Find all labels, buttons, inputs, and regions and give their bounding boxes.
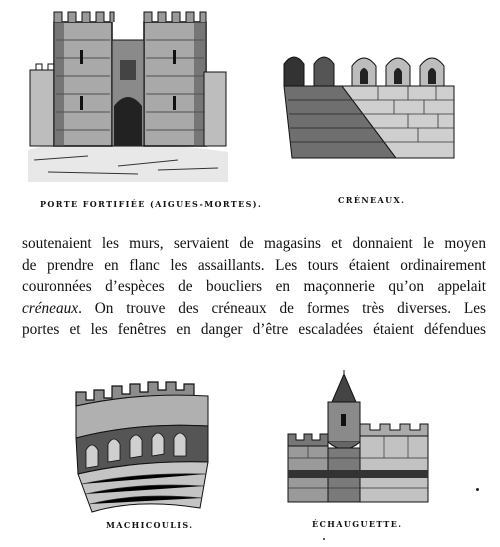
body-paragraph: [22, 233, 486, 341]
paragraph-line-1: soutenaient les murs, servaient de magasins et donnaient le moyen: [22, 235, 486, 252]
figure-echauguette: [284, 370, 434, 510]
caption-creneaux: CRÉNEAUX.: [338, 195, 406, 205]
print-speck: [323, 538, 325, 540]
caption-echauguette: ÉCHAUGUETTE.: [312, 519, 403, 529]
term-creneaux: créneaux: [22, 299, 79, 317]
caption-porte-fortifiee: PORTE FORTIFIÉE (AIGUES-MORTES).: [40, 199, 263, 209]
figure-porte-fortifiee: [28, 0, 228, 182]
echauguette-illustration: [284, 370, 434, 510]
porte-fortifiee-illustration: [28, 0, 228, 182]
creneaux-illustration: [278, 50, 468, 165]
paragraph-line-4-rest: . On trouve des créneaux de formes très diverses. Les: [78, 299, 486, 317]
paragraph-line-2: de prendre en flanc les assaillants. Les tours étaient ordinairement: [22, 256, 486, 274]
machicoulis-illustration: [68, 366, 218, 516]
paragraph-line-4: [22, 298, 486, 320]
paragraph-line-3: couronnées d’espèces de boucliers en maçonnerie qu’on appelait: [22, 278, 486, 296]
figure-machicoulis: [68, 366, 218, 516]
caption-machicoulis: MACHICOULIS.: [106, 520, 194, 530]
paragraph-line-5: portes et les fenêtres en danger d’être escaladées étaient défendues: [22, 321, 486, 339]
figure-creneaux: [278, 50, 468, 165]
print-speck: [476, 488, 479, 491]
